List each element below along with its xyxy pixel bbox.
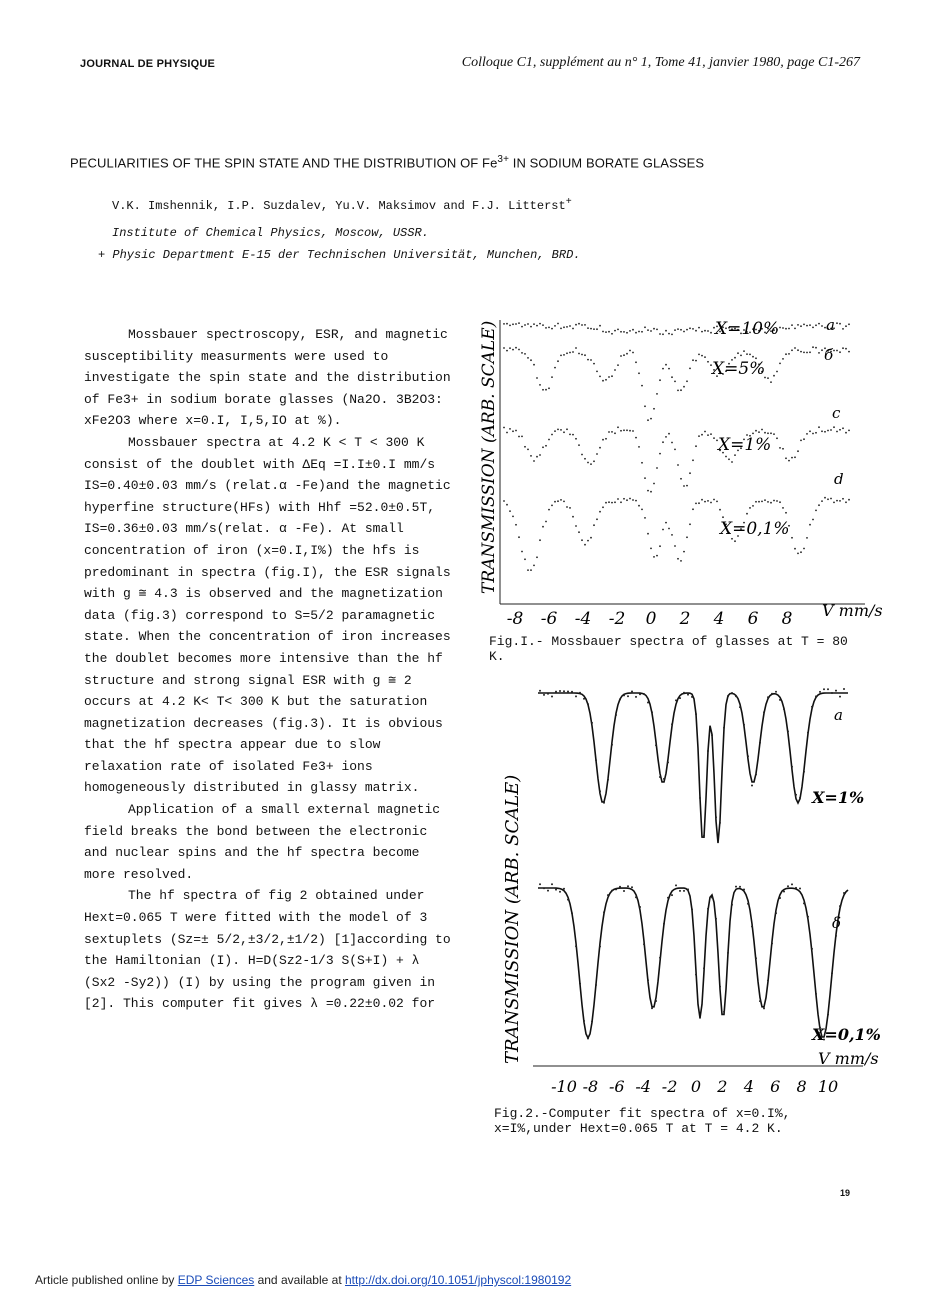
figure-2-caption: Fig.2.-Computer fit spectra of x=0.I%, x=I%,under Hext=0.065 T at T = 4.2 K. xyxy=(494,1106,791,1136)
figure-1-tick-label: 2 xyxy=(679,609,691,629)
figure-2-tick-label: -10 xyxy=(551,1077,577,1096)
figure-1-x-label: V mm/s xyxy=(822,601,883,620)
fig1-label-d-conc: X=0,1% xyxy=(720,519,790,539)
figure-2-tick-label: 4 xyxy=(743,1077,754,1096)
spectrum-fit-1 xyxy=(538,693,848,843)
fig1-label-c-conc: X=1% xyxy=(718,435,772,455)
figure-1-spectra xyxy=(503,322,850,571)
fig2-label-a-letter: a xyxy=(834,706,843,724)
figure-1-tick-label: 8 xyxy=(781,609,793,629)
figure-2-y-label: TRANSMISSION (ARB. SCALE) xyxy=(502,774,523,1064)
figure-2-tick-label: 8 xyxy=(796,1077,807,1096)
figure-2-tick-label: 6 xyxy=(770,1077,781,1096)
footer-middle: and available at xyxy=(254,1273,345,1287)
journal-issue: Colloque C1, supplément au n° 1, Tome 41, janvier 1980, page C1-267 xyxy=(461,55,860,70)
authors-mark: + xyxy=(565,197,572,208)
fig2-label-b-letter: δ xyxy=(832,914,842,932)
paragraph-2: Mossbauer spectra at 4.2 K < T < 300 K consist of the doublet with ΔEq =I.I±0.I mm/s IS=0.40±0.03 mm/s (relat.α -Fe)and the magnetic hyperfine structure(HFs) with Hhf =52.0±0.5T, IS=0.36±0.03 mm/s(relat. α -Fe). At small concentration of iron (x=0.I,I%) the hfs is predominant in spectra (fig.I), the ESR signals with g ≅ 4.3 is observed and the magnetization data (fig.3) correspond to S=5/2 paramagnetic state. When the concentration of iron increases the doublet becomes more intensive than the hf structure and strong signal ESR with g ≅ 2 occurs at 4.2 K< T< 300 K but the saturation magnetization decreases (fig.3). It is obvious that the hf spectra appear due to slow relaxation rate of isolated Fe3+ ions homogeneously distributed in glassy matrix. xyxy=(84,434,451,796)
footer-prefix: Article published online by xyxy=(35,1273,178,1287)
figure-1-tick-label: 4 xyxy=(713,609,725,629)
figure-2-tick-label: -2 xyxy=(661,1077,678,1096)
body-column xyxy=(84,324,458,1015)
page-number: 19 xyxy=(839,1188,850,1198)
figure-1-tick-label: -2 xyxy=(608,609,626,629)
figure-1-caption: Fig.I.- Mossbauer spectra of glasses at T = 80 K. xyxy=(489,634,848,664)
paragraph-4: The hf spectra of fig 2 obtained under Hext=0.065 T were fitted with the model of 3 sextuplets (Sz=± 5/2,±3/2,±1/2) [1]according to the Hamiltonian (I). H=D(Sz2-1/3 S(S+I) + λ (Sx2 -Sy2)) (I) by using the program given in [2]. This computer fit gives λ =0.22±0.02 for xyxy=(84,888,451,1012)
fig1-label-d-letter: d xyxy=(834,470,844,488)
figure-2-x-label: V mm/s xyxy=(818,1049,879,1068)
affiliation-1: Institute of Chemical Physics, Moscow, USSR. xyxy=(112,226,429,240)
paragraph-3: Application of a small external magnetic field breaks the bond between the electronic and nuclear spins and the hf spectra become more resolved. xyxy=(84,802,441,882)
figure-1-tick-label: -4 xyxy=(574,609,592,629)
paper-title xyxy=(70,154,704,170)
title-superscript: 3+ xyxy=(497,154,510,165)
spectrum-a-dots xyxy=(503,322,850,335)
fig1-label-c-letter: c xyxy=(832,404,841,422)
figure-2-spectra xyxy=(533,688,863,1066)
figure-2-tick-label: 10 xyxy=(817,1077,839,1096)
journal-name: JOURNAL DE PHYSIQUE xyxy=(80,58,216,70)
fig1-label-b-conc: X=5% xyxy=(712,359,766,379)
figure-1-y-label: TRANSMISSION (ARB. SCALE) xyxy=(479,320,499,594)
figure-2-tick-labels xyxy=(551,1077,838,1096)
authors-text: V.K. Imshennik, I.P. Suzdalev, Yu.V. Maksimov and F.J. Litterst xyxy=(112,199,566,213)
fig1-label-a-conc: X=10% xyxy=(715,319,780,339)
figure-1-plot xyxy=(470,312,883,632)
title-text-end: IN SODIUM BORATE GLASSES xyxy=(509,155,705,171)
figure-1-tick-label: 0 xyxy=(645,609,657,629)
paragraph-1: Mossbauer spectroscopy, ESR, and magnetic susceptibility measurments were used to investigate the spin state and the distribution of Fe3+ in sodium borate glasses (Na2O. 3B2O3: xFe2O3 where x=0.I, I,5,IO at %). xyxy=(84,327,451,429)
spectrum-fit-2 xyxy=(538,888,848,1038)
figure-2-tick-label: -4 xyxy=(635,1077,651,1096)
figure-1-tick-label: -6 xyxy=(540,609,558,629)
figure-1-tick-label: -8 xyxy=(506,609,524,629)
figure-1-tick-labels xyxy=(507,609,793,629)
affiliation-2: + Physic Department E-15 der Technischen Universität, Munchen, BRD. xyxy=(98,248,581,262)
doi-link[interactable]: http://dx.doi.org/10.1051/jphyscol:1980192 xyxy=(344,1273,572,1287)
spectrum-d-dots xyxy=(503,497,850,571)
title-text: PECULIARITIES OF THE SPIN STATE AND THE DISTRIBUTION OF Fe xyxy=(70,155,498,171)
spectrum-fit-1-points xyxy=(539,688,845,837)
figure-1-tick-label: 6 xyxy=(747,609,759,629)
authors xyxy=(112,197,572,213)
spectrum-b-dots xyxy=(503,346,850,421)
figure-2-tick-label: 2 xyxy=(717,1077,728,1096)
figure-2-tick-label: -6 xyxy=(609,1077,625,1096)
publisher-link[interactable]: EDP Sciences xyxy=(177,1273,255,1287)
fig2-label-a-conc: X=1% xyxy=(812,788,865,807)
fig1-label-a-letter: a xyxy=(826,316,835,334)
spectrum-c-dots xyxy=(503,426,850,492)
footer xyxy=(35,1273,571,1287)
fig2-label-b-conc: X=0,1% xyxy=(812,1025,881,1044)
figure-2-plot xyxy=(478,668,881,1100)
figure-2-tick-label: -8 xyxy=(582,1077,599,1096)
fig1-label-b-letter: б xyxy=(824,346,834,364)
figure-2-tick-label: 0 xyxy=(690,1077,702,1096)
